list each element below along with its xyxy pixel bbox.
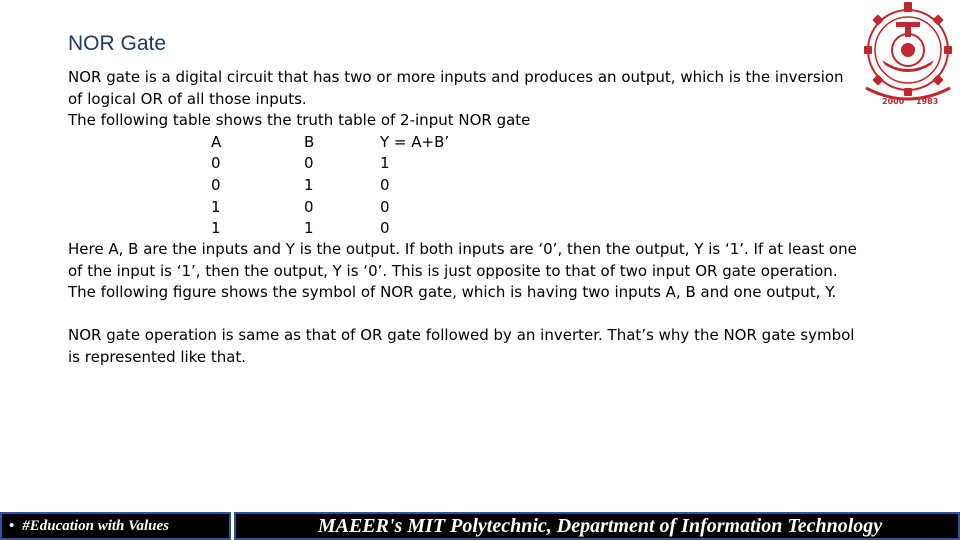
- cell-a: 1: [211, 219, 221, 238]
- intro-paragraph: [68, 67, 858, 132]
- cell-y: 1: [380, 154, 390, 173]
- institute-seal-icon: [860, 0, 956, 115]
- truth-table: [188, 131, 500, 239]
- cell-b: 1: [304, 219, 314, 238]
- operation-paragraph: NOR gate operation is same as that of OR gate followed by an inverter. That’s why the NOR gate symbol is represented like that.: [68, 326, 855, 366]
- truth-table-intro: The following table shows the truth table of 2-input NOR gate: [68, 111, 531, 129]
- table-row: [188, 196, 500, 218]
- cell-b: 1: [304, 175, 314, 194]
- footer-bullet: •: [9, 517, 15, 534]
- table-row: [188, 174, 500, 196]
- logo-year-right: 1983: [916, 97, 939, 106]
- definition-text: NOR gate is a digital circuit that has two or more inputs and produces an output, which is the inversion of logical OR of all those inputs.: [68, 68, 844, 108]
- explanation-paragraph: [68, 239, 858, 304]
- cell-y: 0: [380, 219, 390, 238]
- table-row: [188, 153, 500, 175]
- footer-institute: [234, 512, 960, 540]
- header-y: Y = A+B’: [380, 132, 450, 151]
- footer-motto-text: #Education with Values: [22, 517, 169, 534]
- slide-title: NOR Gate: [68, 32, 167, 55]
- explanation-text: Here A, B are the inputs and Y is the output. If both inputs are ‘0’, then the output, Y is ‘1’. If at least one of the input is ‘1’, then the output, Y is ‘0’. This is just opposite to that of two input OR gate operation.: [68, 240, 857, 280]
- cell-a: 0: [211, 154, 221, 173]
- logo-year-left: 2000: [882, 97, 905, 106]
- cell-y: 0: [380, 197, 390, 216]
- header-a: A: [211, 132, 222, 151]
- cell-y: 0: [380, 175, 390, 194]
- truth-table-header-row: [188, 131, 500, 153]
- cell-b: 0: [304, 197, 314, 216]
- cell-b: 0: [304, 154, 314, 173]
- table-row: [188, 217, 500, 239]
- footer-motto: [0, 512, 231, 540]
- header-b: B: [304, 132, 315, 151]
- footer-institute-text: MAEER's MIT Polytechnic, Department of Information Technology: [317, 514, 883, 537]
- cell-a: 1: [211, 197, 221, 216]
- symbol-intro-text: The following figure shows the symbol of NOR gate, which is having two inputs A, B and one output, Y.: [68, 283, 837, 301]
- cell-a: 0: [211, 175, 221, 194]
